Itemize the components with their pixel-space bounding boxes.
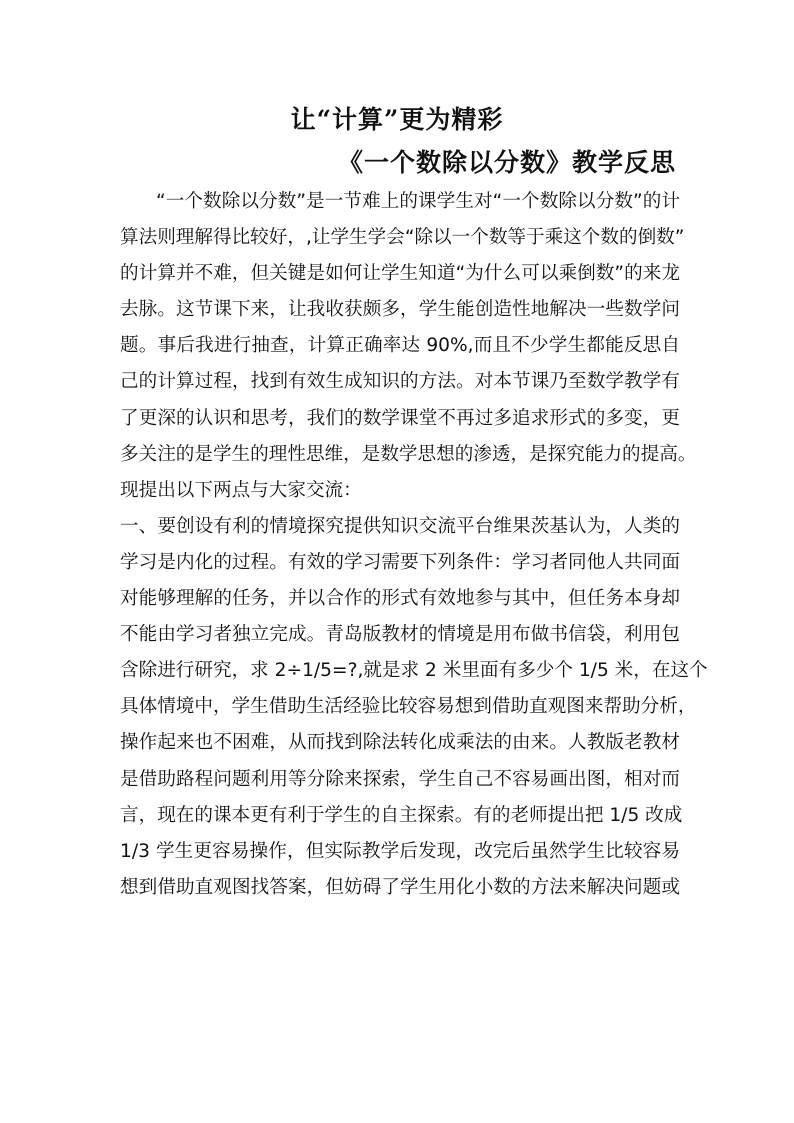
body-line: “一个数除以分数”是一节难上的课学生对“一个数除以分数”的计 (156, 191, 680, 212)
body-line: 去脉。这节课下来，让我收获颇多，学生能创造性地解决一些数学问 (120, 299, 680, 321)
body-line: 不能由学习者独立完成。青岛版教材的情境是用布做书信袋，利用包 (120, 624, 680, 646)
document-title: 让“计算”更为精彩 (290, 105, 504, 134)
body-line: 对能够理解的任务，并以合作的形式有效地参与其中，但任务本身却 (120, 588, 680, 610)
body-line: 的计算并不难，但关键是如何让学生知道“为什么可以乘倒数”的来龙 (120, 263, 680, 285)
document-body (120, 184, 708, 906)
body-line: 一、要创设有利的情境探究提供知识交流平台维果茨基认为，人类的 (120, 515, 680, 537)
body-line: 是借助路程问题利用等分除来探索，学生自己不容易画出图，相对而 (120, 768, 680, 790)
body-line: 想到借助直观图找答案，但妨碍了学生用化小数的方法来解决问题或 (120, 876, 680, 898)
body-line: 具体情境中，学生借助生活经验比较容易想到借助直观图来帮助分析， (120, 696, 697, 718)
body-line: 言，现在的课本更有利于学生的自主探索。有的老师提出把 1/5 改成 (120, 804, 683, 826)
body-line: 现提出以下两点与大家交流： (120, 479, 362, 501)
body-line: 算法则理解得比较好，,让学生学会“除以一个数等于乘这个数的倒数” (120, 227, 685, 249)
body-line: 操作起来也不困难，从而找到除法转化成乘法的由来。人教版老教材 (120, 732, 680, 754)
body-line: 己的计算过程，找到有效生成知识的方法。对本节课乃至数学教学有 (120, 371, 680, 393)
body-line: 含除进行研究，求 2÷1/5=?,就是求 2 米里面有多少个 1/5 米，在这个 (120, 660, 708, 682)
body-line: 1/3 学生更容易操作，但实际教学后发现，改完后虽然学生比较容易 (120, 840, 680, 862)
body-line: 学习是内化的过程。有效的学习需要下列条件：学习者同他人共同面 (120, 551, 680, 573)
document-subtitle: 《一个数除以分数》教学反思 (337, 148, 676, 177)
body-line: 了更深的认识和思考，我们的数学课堂不再过多追求形式的多变，更 (120, 407, 680, 429)
body-line: 多关注的是学生的理性思维，是数学思想的渗透，是探究能力的提高。 (120, 443, 697, 465)
body-line: 题。事后我进行抽查，计算正确率达 90%,而且不少学生都能反思自 (120, 335, 680, 357)
